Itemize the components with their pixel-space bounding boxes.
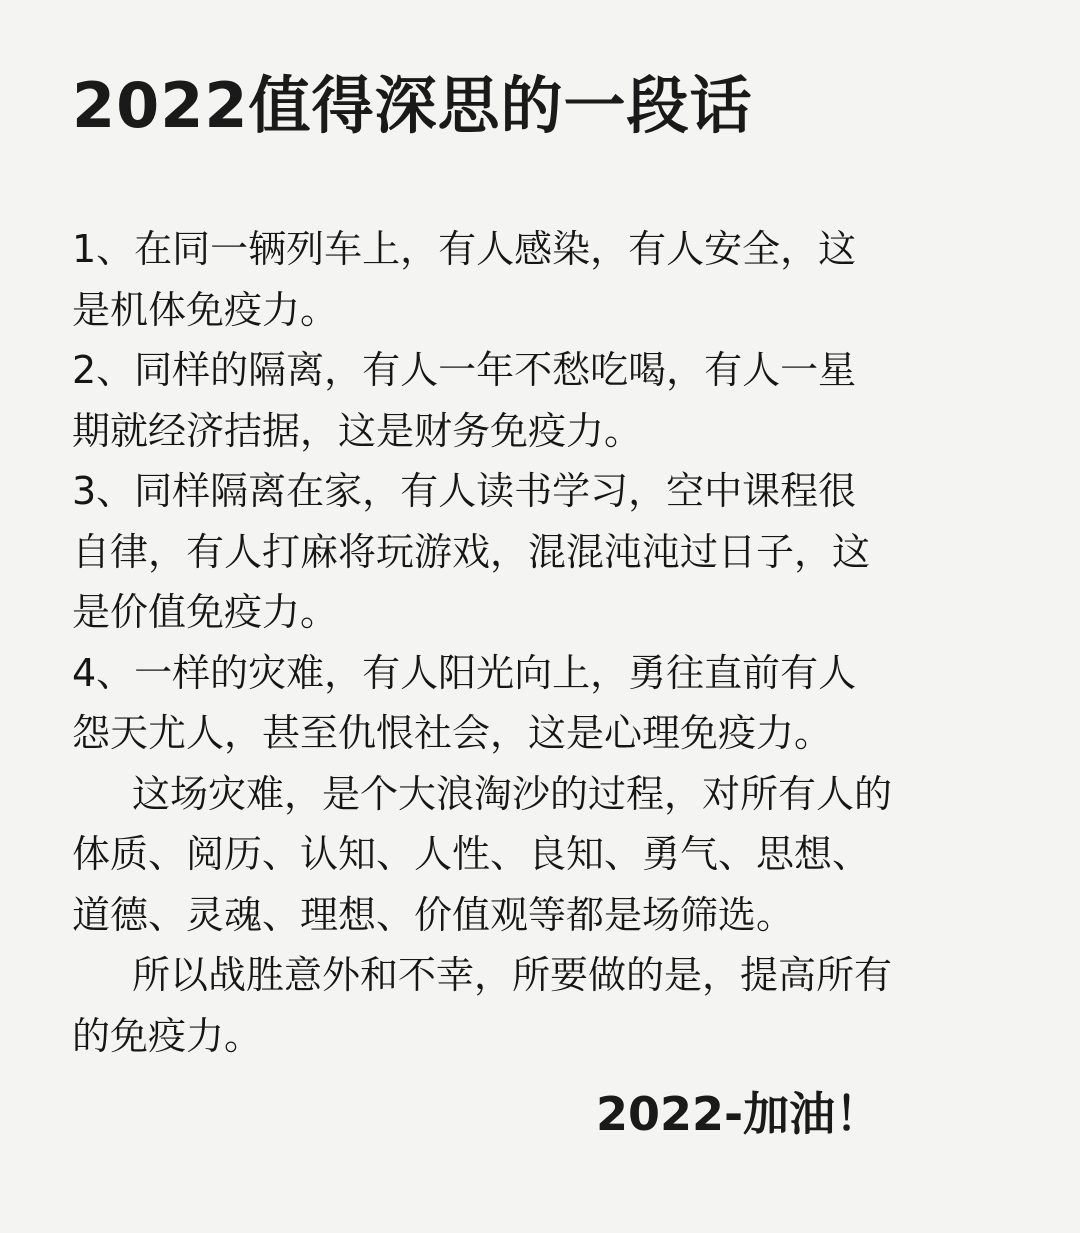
text-line: 怨天尤人，甚至仇恨社会，这是心理免疫力。	[72, 711, 833, 755]
text-line: 2、同样的隔离，有人一年不愁吃喝，有人一星	[72, 348, 857, 392]
text-line: 1、在同一辆列车上，有人感染，有人安全，这	[72, 227, 857, 271]
document-body	[72, 219, 1012, 1066]
text-line: 是机体免疫力。	[72, 287, 339, 332]
text-line: 这场灾难，是个大浪淘沙的过程，对所有人的	[132, 771, 893, 816]
signoff: 2022-加油！	[596, 1087, 882, 1141]
text-line: 道德、灵魂、理想、价值观等都是场筛选。	[72, 892, 795, 937]
text-line: 的免疫力。	[72, 1013, 263, 1058]
text-line: 4、一样的灾难，有人阳光向上，勇往直前有人	[72, 650, 857, 695]
text-line: 是价值免疫力。	[72, 590, 339, 634]
text-line: 所以战胜意外和不幸，所要做的是，提高所有	[132, 953, 893, 997]
text-line: 期就经济拮据，这是财务免疫力。	[72, 408, 643, 453]
text-line: 自律，有人打麻将玩游戏，混混沌沌过日子，这	[72, 529, 871, 574]
text-line: 体质、阅历、认知、人性、良知、勇气、思想、	[72, 832, 871, 876]
text-line: 3、同样隔离在家，有人读书学习，空中课程很	[72, 469, 857, 513]
document-title: 2022值得深思的一段话	[72, 69, 753, 142]
